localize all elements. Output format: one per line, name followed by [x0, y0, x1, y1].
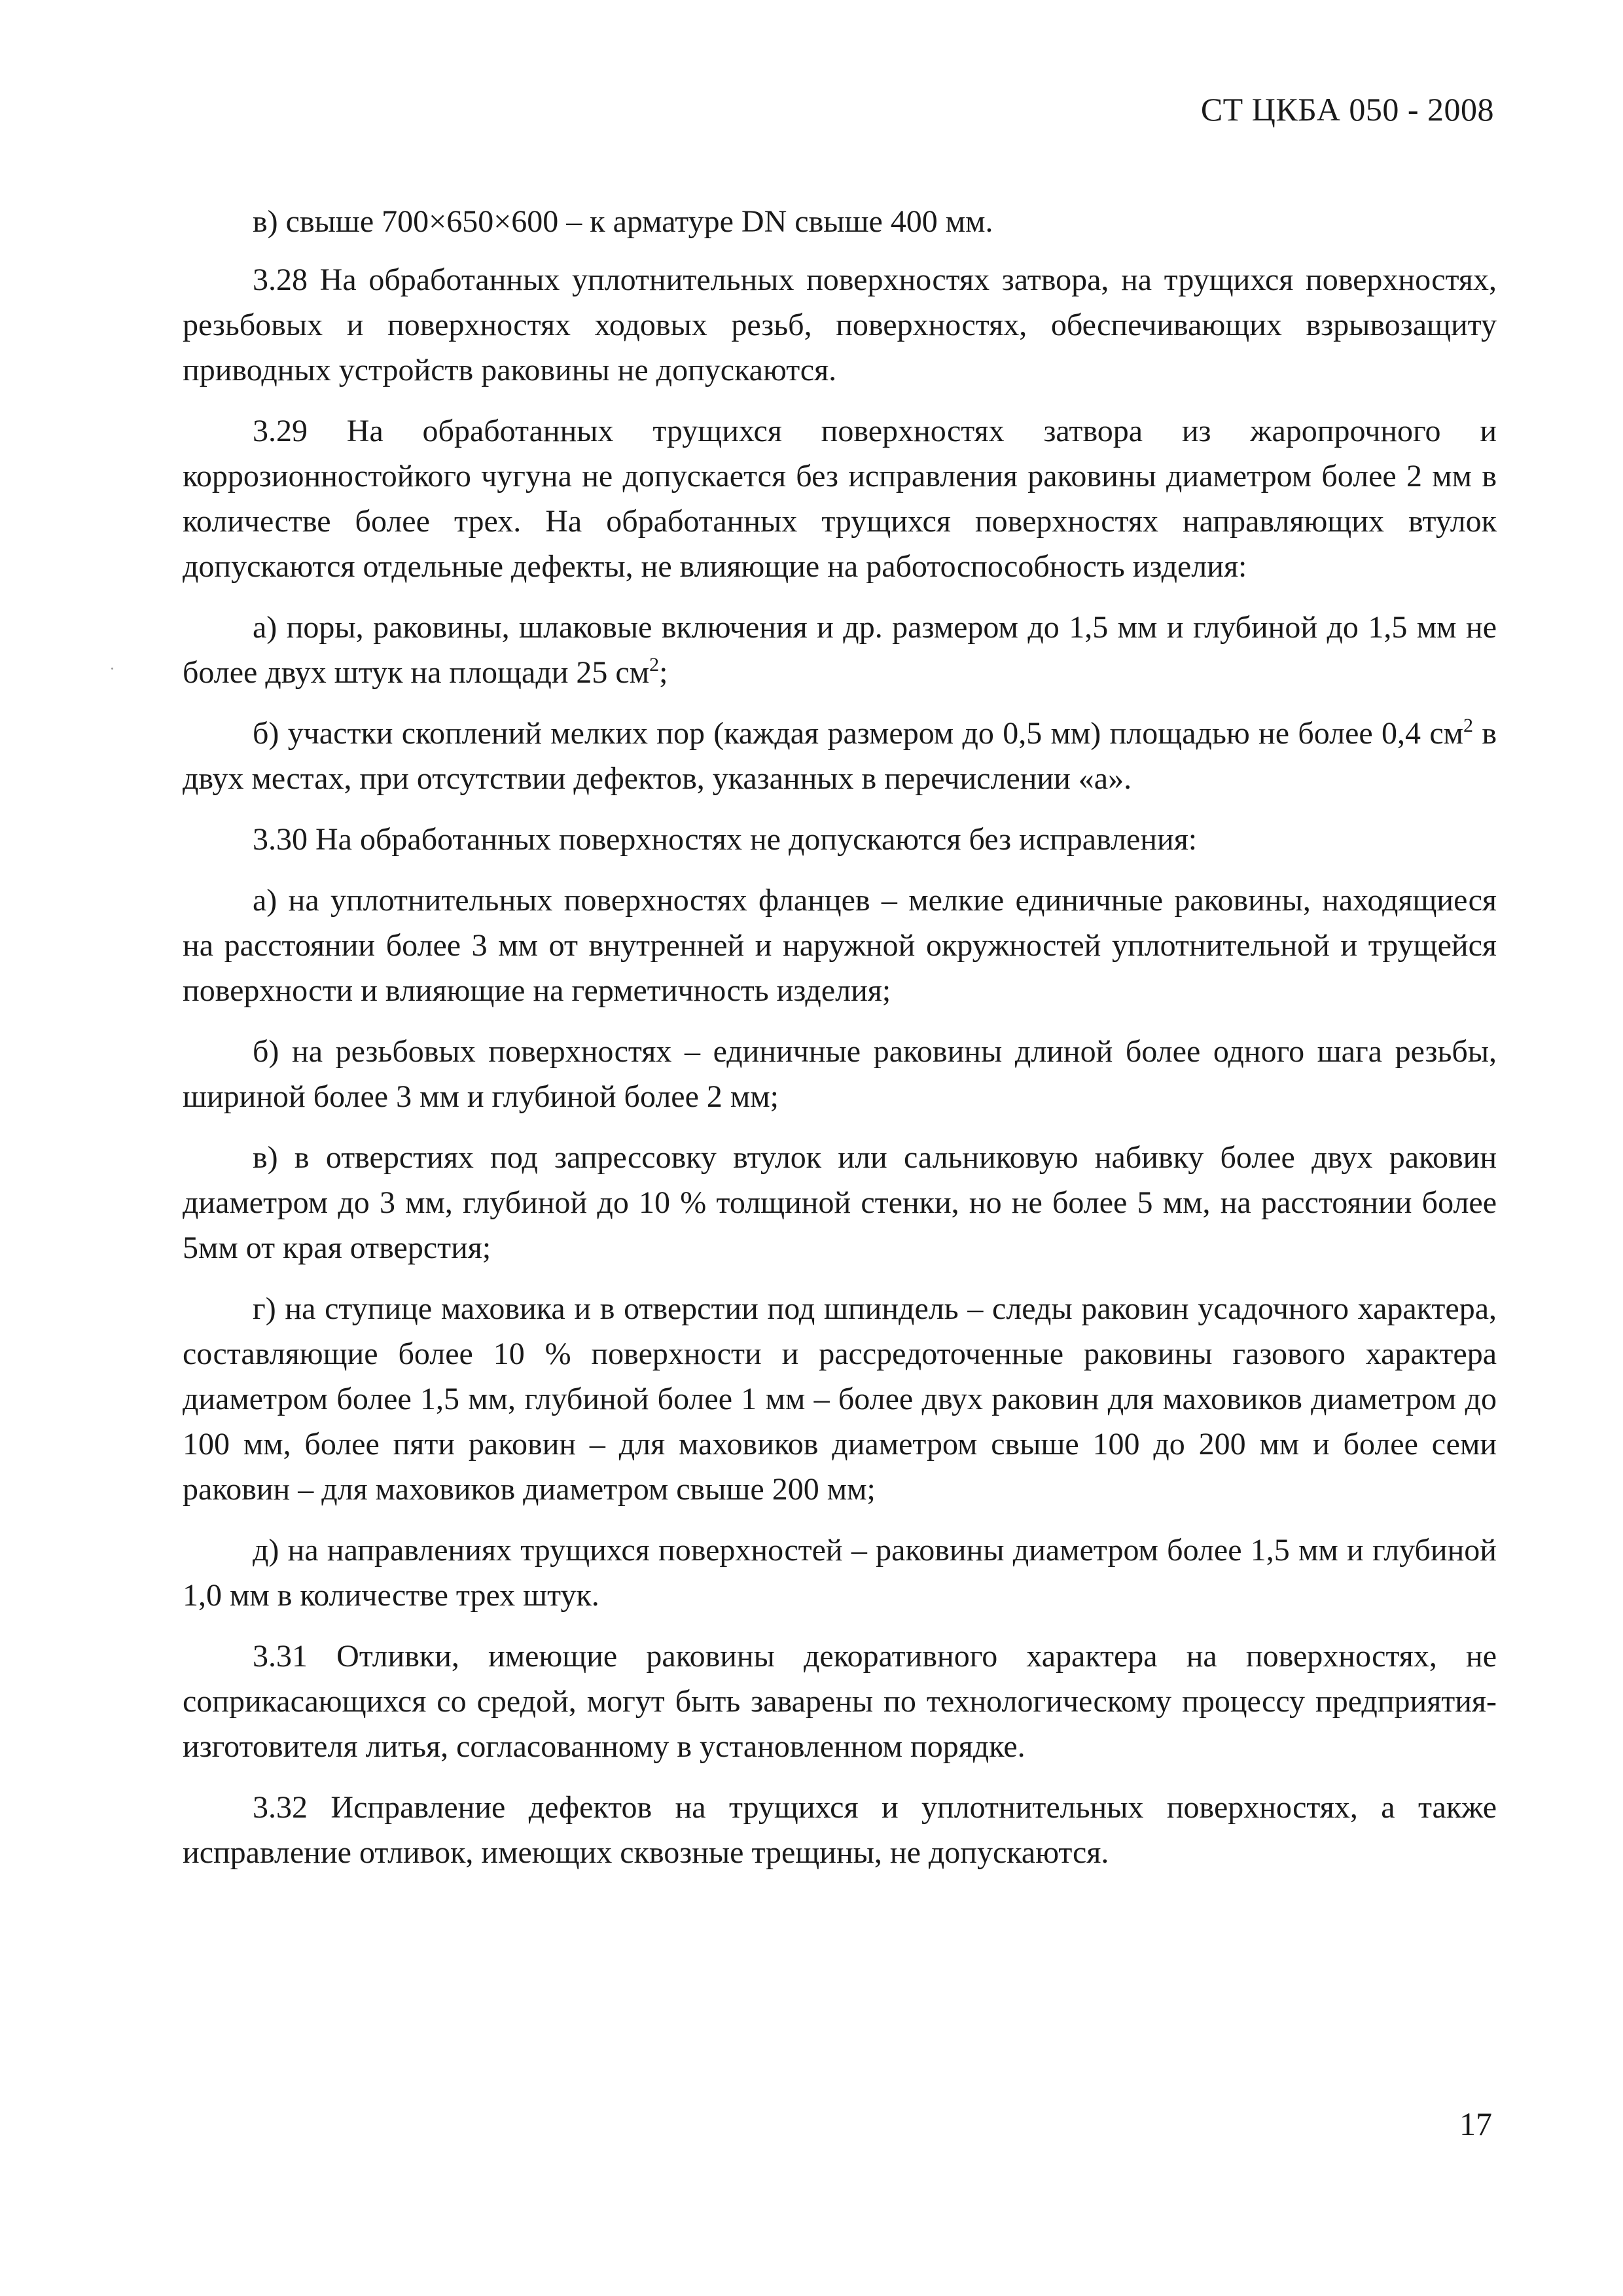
list-item-b-pore-clusters: [183, 711, 1497, 801]
list-item-a-pores-tail: ;: [659, 655, 668, 690]
list-item-d-guides: д) на направлениях трущихся поверхностей – раковины диаметром более 1,5 мм и глубиной 1,0 мм в количестве трех штук.: [183, 1533, 1497, 1613]
list-item-b-threads: б) на резьбовых поверхностях – единичные раковины длиной более одного шага резьбы, шириной более 3 мм и глубиной более 2 мм;: [183, 1034, 1497, 1114]
clause-3-28: 3.28 На обработанных уплотнительных поверхностях затвора, на трущихся поверхностях, резьбовых и поверхностях ходовых резьб, поверхностях, обеспечивающих взрывозащиту приводных устройств раковины не допускаются.: [183, 262, 1497, 387]
scan-speck: [111, 668, 113, 670]
list-item-g-handwheel: г) на ступице маховика и в отверстии под шпиндель – следы раковин усадочного характера, составляющие более 10 % поверхности и рассредоточенные раковины газового характера диаметром более 1,5 мм, глубиной более 1 мм – более двух раковин для маховиков диаметром до 100 мм, более пяти раковин – для маховиков диаметром свыше 100 до 200 мм и более семи раковин – для маховиков диаметром свыше 200 мм;: [183, 1291, 1497, 1507]
list-item-b-pore-clusters-tail: в двух местах, при отсутствии дефектов, указанных в перечислении «а».: [183, 716, 1497, 796]
list-item-v-holes: в) в отверстиях под запрессовку втулок или сальниковую набивку более двух раковин диаметром до 3 мм, глубиной до 10 % толщиной стенки, но не более 5 мм, на расстоянии более 5мм от края отверстия;: [183, 1140, 1497, 1265]
square-superscript: 2: [1463, 715, 1474, 736]
page-number: 17: [1459, 2106, 1492, 2142]
clause-3-30: 3.30 На обработанных поверхностях не допускаются без исправления:: [253, 822, 1198, 857]
list-item-b-pore-clusters-text: б) участки скоплений мелких пор (каждая размером до 0,5 мм) площадью не более 0,4 см: [253, 716, 1464, 751]
clause-3-31: 3.31 Отливки, имеющие раковины декоративного характера на поверхностях, не соприкасающихся со средой, могут быть заварены по технологическому процессу предприятия-изготовителя литья, согласованному в установленном порядке.: [183, 1639, 1497, 1764]
clause-3-32: 3.32 Исправление дефектов на трущихся и уплотнительных поверхностях, а также исправление отливок, имеющих сквозные трещины, не допускаются.: [183, 1790, 1497, 1870]
document-code-header: СТ ЦКБА 050 - 2008: [1200, 91, 1494, 128]
list-item-a-flanges: а) на уплотнительных поверхностях фланцев – мелкие единичные раковины, находящиеся на расстоянии более 3 мм от внутренней и наружной окружностей уплотнительной и трущейся поверхности и влияющие на герметичность изделия;: [183, 883, 1497, 1008]
document-body: [183, 199, 1497, 1891]
list-item-a-pores-text: а) поры, раковины, шлаковые включения и др. размером до 1,5 мм и глубиной до 1,5 мм не более двух штук на площади 25 см: [183, 610, 1497, 690]
list-item-a-pores: [183, 605, 1497, 695]
list-item-v-oversize: в) свыше 700×650×600 – к арматуре DN свыше 400 мм.: [253, 204, 993, 239]
clause-3-29: 3.29 На обработанных трущихся поверхностях затвора из жаропрочного и коррозионностойкого чугуна не допускается без исправления раковины диаметром более 2 мм в количестве более трех. На обработанных трущихся поверхностях направляющих втулок допускаются отдельные дефекты, не влияющие на работоспособность изделия:: [183, 414, 1497, 584]
square-superscript: 2: [649, 654, 660, 675]
